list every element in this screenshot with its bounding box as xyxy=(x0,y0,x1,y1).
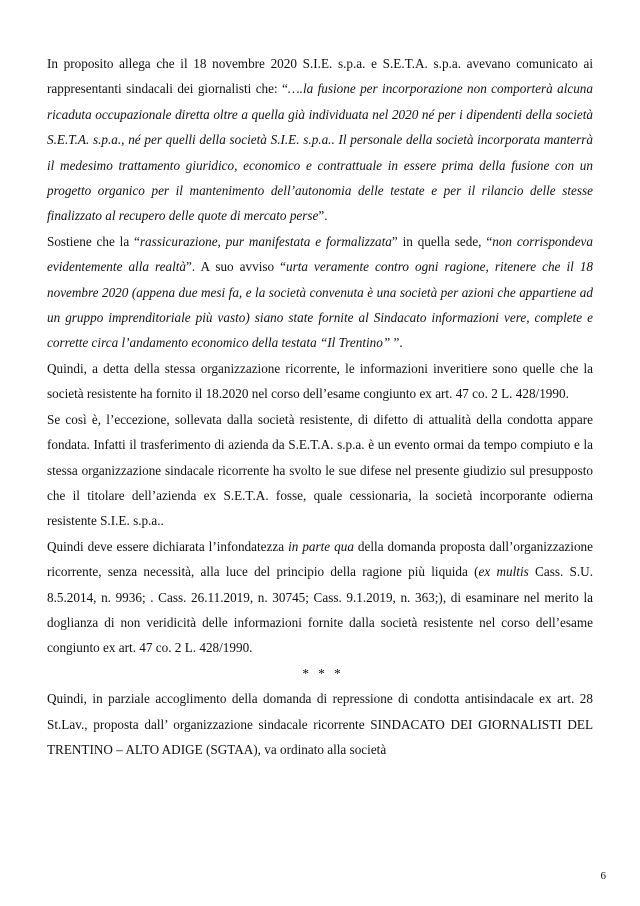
paragraph-text: ” in quella sede, “ xyxy=(391,233,493,249)
paragraph-text: ”. xyxy=(318,208,328,224)
paragraph-text: della domanda proposta dall’organizzazione ricorrente, senza necessità, alla luce del principio della ragione più liquida ( xyxy=(47,538,593,580)
paragraph xyxy=(47,686,593,762)
italic-quote-text: in parte qua xyxy=(288,538,354,554)
paragraph-text: Cass. S.U. 8.5.2014, n. 9936; . Cass. 26.11.2019, n. 30745; Cass. 9.1.2019, n. 363;), di esaminare nel merito la doglianza di non veridicità delle informazioni fornite dalla società resistente nel corso dell’esame congiunto ex art. 47 co. 2 L. 428/1990. xyxy=(47,564,593,656)
paragraph-text: Quindi, a detta della stessa organizzazione ricorrente, le informazioni inveritiere sono quelle che la società resistente ha fornito il 18.2020 nel corso dell’esame congiunto ex art. 47 co. 2 L. 428/1990. xyxy=(47,360,593,402)
italic-quote-text: urta veramente contro ogni ragione, ritenere che il 18 novembre 2020 (appena due mesi fa, e la società convenuta è una società per azioni che appartiene ad un gruppo imprenditoriale più vasto) siano state fornite al Sindacato informazioni vere, complete e corrette circa l’andamento economico della testata “Il Trentino” xyxy=(47,259,594,351)
paragraph xyxy=(47,356,593,407)
italic-quote-text: ex multis xyxy=(478,564,529,580)
paragraph xyxy=(47,407,593,534)
italic-quote-text: non corrispondeva evidentemente alla realtà xyxy=(47,233,593,275)
italic-quote-text: rassicurazione, pur manifestata e formalizzata xyxy=(139,233,392,249)
paragraph-text: ”. A suo avviso “ xyxy=(186,259,287,275)
italic-quote-text: ….la fusione per incorporazione non comporterà alcuna ricaduta occupazionale diretta oltre a quella già individuata nel 2020 né per i dipendenti della società S.E.T.A. s.p.a., né per quelli della società S.I.E. s.p.a.. Il personale della società incorporata manterrà il medesimo trattamento giuridico, economico e contrattuale in essere prima della fusione con un progetto organico per il mantenimento dell’autonomia delle testate e per il rilancio delle stesse finalizzato al recupero delle quote di mercato perse xyxy=(47,81,593,224)
section-separator: * * * xyxy=(302,665,344,681)
paragraph-text: ”. xyxy=(390,335,403,351)
paragraph-text: Quindi deve essere dichiarata l’infondatezza xyxy=(47,538,289,554)
paragraph-text: Se così è, l’eccezione, sollevata dalla società resistente, di difetto di attualità della condotta appare fondata. Infatti il trasferimento di azienda da S.E.T.A. s.p.a. è un evento ormai da tempo compiuto e la stessa organizzazione sindacale ricorrente ha svolto le sue difese nel presente giudizio sul presupposto che il titolare dell’azienda ex S.E.T.A. fosse, quale cessionaria, la società incorporante odierna resistente S.I.E. s.p.a.. xyxy=(47,411,593,529)
page-number: 6 xyxy=(600,870,606,882)
paragraph xyxy=(47,51,593,229)
paragraph-text: Sostiene che la “ xyxy=(47,233,140,249)
paragraph xyxy=(47,229,593,356)
paragraph-text: In proposito allega che il 18 novembre 2020 S.I.E. s.p.a. e S.E.T.A. s.p.a. avevano comunicato ai rappresentanti sindacali dei giornalisti che: “ xyxy=(47,56,593,97)
paragraph-text: Quindi, in parziale accoglimento della domanda di repressione di condotta antisindacale ex art. 28 St.Lav., proposta dall’ organizzazione sindacale ricorrente SINDACATO DEI GIORNALISTI DEL TRENTINO – ALTO ADIGE (SGTAA), va ordinato alla società xyxy=(47,691,593,757)
paragraph xyxy=(47,534,593,661)
body-text xyxy=(47,51,593,762)
